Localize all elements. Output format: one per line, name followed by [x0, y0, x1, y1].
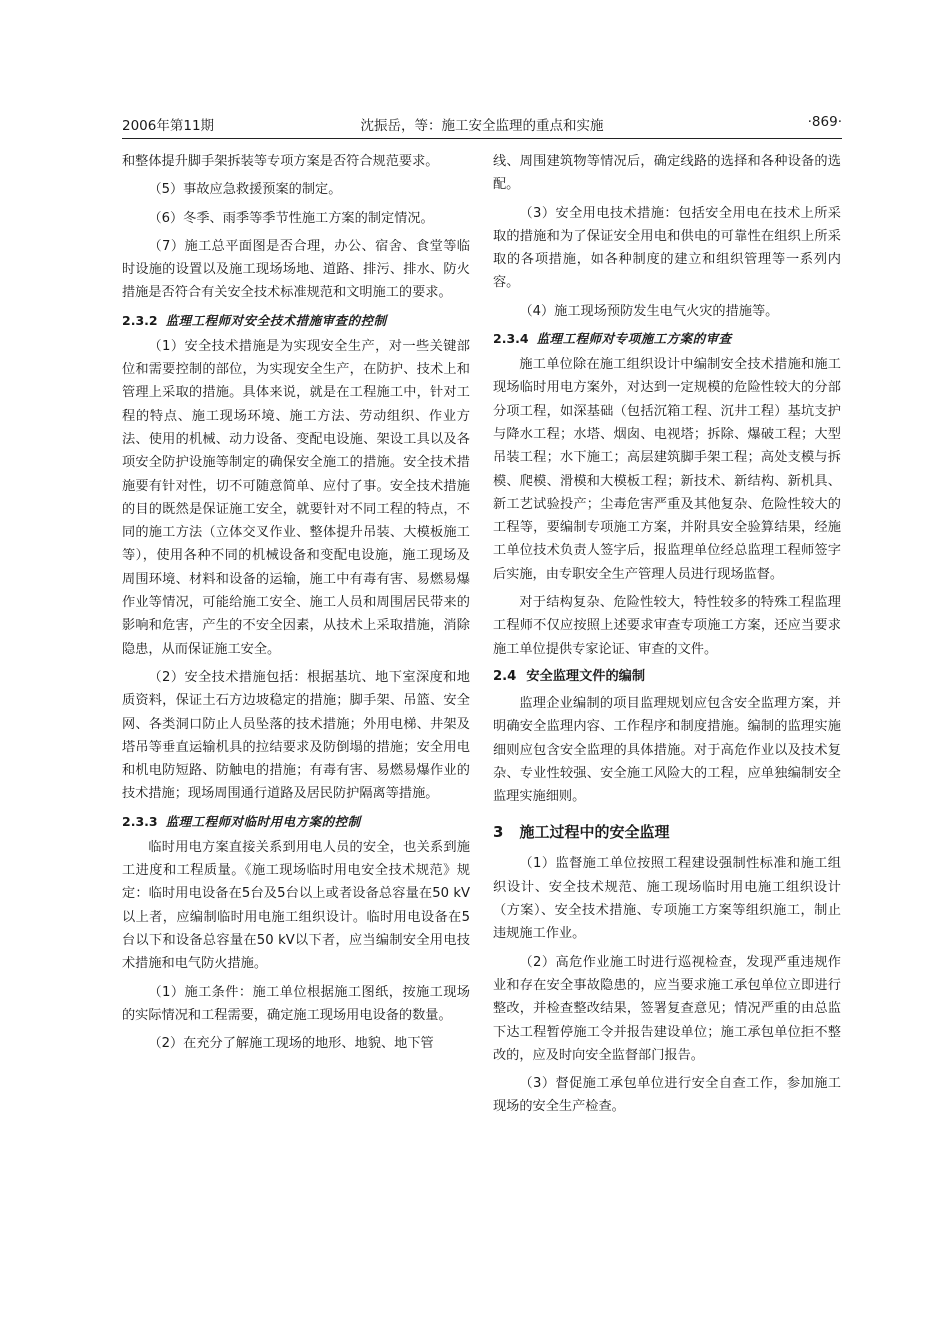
section-heading-3 — [493, 820, 841, 844]
paragraph: （6）冬季、雨季等季节性施工方案的制定情况。 — [148, 210, 434, 226]
section-title: 安全监理文件的编制 — [526, 668, 646, 684]
paragraph: （7）施工总平面图是否合理，办公、宿舍、食堂等临时设施的设置以及施工现场场地、道路、排污、排水、防火措施是否符合有关安全技术标准规范和文明施工的要求。 — [122, 238, 470, 301]
paragraph: （3）安全用电技术措施：包括安全用电在技术上所采取的措施和为了保证安全用电和供电的可靠性在组织上所采取的各项措施，如各种制度的建立和组织管理等一系列内容。 — [493, 205, 841, 291]
page-number: ·869· — [807, 114, 842, 130]
subsection-heading-2-3-3 — [122, 811, 470, 833]
subsection-heading-2-3-2 — [122, 310, 470, 332]
left-column — [122, 150, 470, 1060]
right-column — [493, 150, 841, 1124]
paragraph: （1）施工条件：施工单位根据施工图纸，按施工现场的实际情况和工程需要，确定施工现场用电设备的数量。 — [122, 984, 470, 1023]
paragraph: 临时用电方案直接关系到用电人员的安全，也关系到施工进度和工程质量。《施工现场临时用电安全技术规范》规定：临时用电设备在5台及5台以上或者设备总容量在50 kV以上者，应编制临时用电施工组织设计。临时用电设备在5台以下和设备总容量在50 kV以下者，应当编制安全用电技术措施和电气防火措施。 — [122, 839, 470, 972]
section-heading-2-4 — [493, 666, 841, 688]
paragraph: （2）安全技术措施包括：根据基坑、地下室深度和地质资料，保证土石方边坡稳定的措施；脚手架、吊篮、安全网、各类洞口防止人员坠落的技术措施；外用电梯、井架及塔吊等垂直运输机具的拉结要求及防倒塌的措施；安全用电和机电防短路、防触电的措施；有毒有害、易燃易爆作业的技术措施；现场周围通行道路及居民防护隔离等措施。 — [122, 669, 470, 802]
section-title: 施工过程中的安全监理 — [519, 823, 670, 842]
paragraph: 施工单位除在施工组织设计中编制安全技术措施和施工现场临时用电方案外，对达到一定规模的危险性较大的分部分项工程，如深基础（包括沉箱工程、沉井工程）基坑支护与降水工程；水塔、烟囱、电视塔；拆除、爆破工程；大型吊装工程；水下施工；高层建筑脚手架工程；高处支模与拆模、爬模、滑模和大模板工程；新技术、新结构、新机具、新工艺试验投产；尘毒危害严重及其他复杂、危险性较大的工程等，要编制专项施工方案，并附具安全验算结果，经施工单位技术负责人签字后，报监理单位经总监理工程师签字后实施，由专职安全生产管理人员进行现场监督。 — [493, 357, 841, 582]
subsection-heading-2-3-4 — [493, 328, 841, 350]
subsection-number: 2.3.3 — [122, 813, 158, 829]
paragraph: （5）事故应急救援预案的制定。 — [148, 182, 342, 198]
paragraph: （2）高危作业施工时进行巡视检查，发现严重违规作业和存在安全事故隐患的，应当要求施工承包单位立即进行整改，并检查整改结果，签署复查意见；情况严重的由总监下达工程暂停施工令并报告建设单位；施工承包单位拒不整改的，应及时向安全监督部门报告。 — [493, 954, 841, 1063]
paragraph: （4）施工现场预防发生电气火灾的措施等。 — [519, 303, 779, 319]
subsection-title: 监理工程师对临时用电方案的控制 — [165, 813, 361, 829]
issue-label: 2006年第11期 — [122, 118, 215, 134]
subsection-title: 监理工程师对专项施工方案的审查 — [536, 331, 732, 347]
paragraph: 对于结构复杂、危险性较大，特性较多的特殊工程监理工程师不仅应按照上述要求审查专项施工方案，还应当要求施工单位提供专家论证、审查的文件。 — [493, 595, 841, 657]
paragraph: 线、周围建筑物等情况后，确定线路的选择和各种设备的选配。 — [493, 154, 841, 193]
paragraph: （3）督促施工承包单位进行安全自查工作，参加施工现场的安全生产检查。 — [493, 1076, 841, 1115]
running-title: 沈振岳，等：施工安全监理的重点和实施 — [360, 118, 604, 134]
section-number: 3 — [493, 823, 504, 842]
paragraph: （1）安全技术措施是为实现安全生产，对一些关键部位和需要控制的部位，为实现安全生产，在防护、技术上和管理上采取的措施。具体来说，就是在工程施工中，针对工程的特点、施工现场环境、施工方法、劳动组织、作业方法、使用的机械、动力设备、变配电设施、架设工具以及各项安全防护设施等制定的确保安全施工的措施。安全技术措施要有针对性，切不可随意简单、应付了事。安全技术措施的目的既然是保证施工安全，就要针对不同工程的特点，不同的施工方法（立体交叉作业、整体提升吊装、大模板施工等），使用各种不同的机械设备和变配电设施，施工现场及周围环境、材料和设备的运输，施工中有毒有害、易燃易爆作业等情况，可能给施工安全、施工人员和周围居民带来的影响和危害，产生的不安全因素，从技术上采取措施，消除隐患，从而保证施工安全。 — [122, 338, 470, 657]
paragraph: （2）在充分了解施工现场的地形、地貌、地下管 — [148, 1036, 434, 1052]
running-header — [122, 114, 842, 136]
header-rule — [122, 138, 842, 139]
paragraph: 和整体提升脚手架拆装等专项方案是否符合规范要求。 — [122, 154, 439, 169]
paragraph: （1）监督施工单位按照工程建设强制性标准和施工组织设计、安全技术规范、施工现场临时用电施工组织设计（方案）、安全技术措施、专项施工方案等组织施工，制止违规施工作业。 — [493, 856, 841, 942]
section-number: 2.4 — [493, 668, 517, 684]
paragraph: 监理企业编制的项目监理规划应包含安全监理方案，并明确安全监理内容、工作程序和制度措施。编制的监理实施细则应包含安全监理的具体措施。对于高危作业以及技术复杂、专业性较强、安全施工风险大的工程，应单独编制安全监理实施细则。 — [493, 695, 841, 805]
subsection-number: 2.3.2 — [122, 312, 158, 328]
subsection-number: 2.3.4 — [493, 331, 529, 347]
subsection-title: 监理工程师对安全技术措施审查的控制 — [165, 312, 387, 328]
